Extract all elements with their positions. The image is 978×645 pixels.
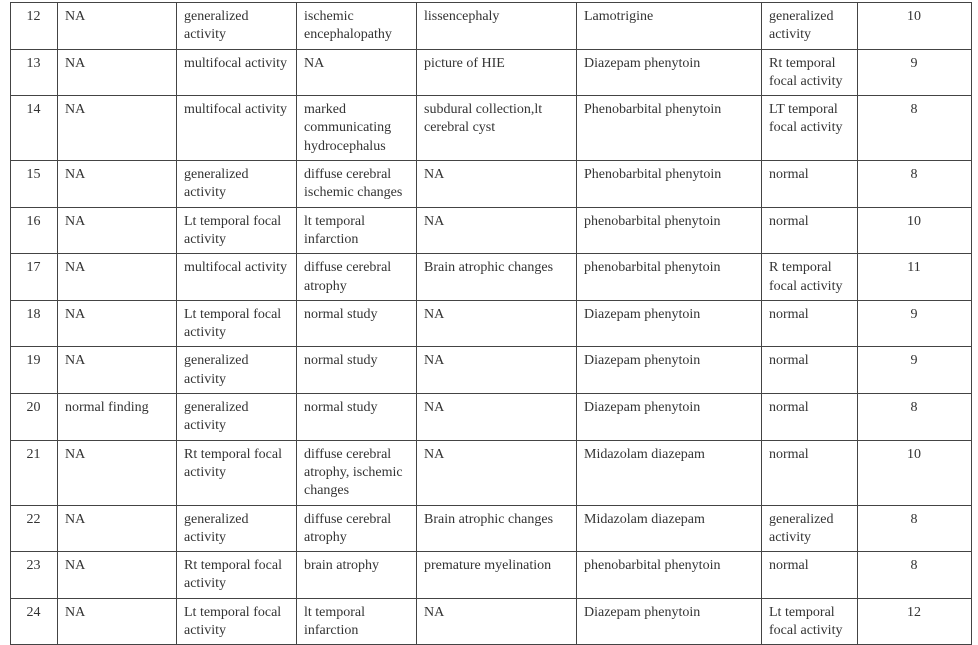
ct-cell: lt temporal infarction — [297, 598, 417, 645]
followup-eeg-cell: normal — [762, 300, 858, 347]
finding-cell: NA — [58, 3, 177, 50]
treatment-cell: Diazepam phenytoin — [577, 300, 762, 347]
patient-number-cell: 15 — [11, 161, 58, 208]
treatment-cell: Midazolam diazepam — [577, 440, 762, 505]
score-cell: 10 — [858, 3, 972, 50]
table-row — [11, 161, 972, 208]
ct-cell: NA — [297, 49, 417, 96]
patient-number-cell: 24 — [11, 598, 58, 645]
score-cell: 12 — [858, 598, 972, 645]
ct-cell: marked communicating hydrocephalus — [297, 96, 417, 161]
followup-eeg-cell: normal — [762, 552, 858, 599]
score-cell: 8 — [858, 552, 972, 599]
mri-cell: subdural collection,lt cerebral cyst — [417, 96, 577, 161]
ct-cell: lt temporal infarction — [297, 207, 417, 254]
eeg-cell: multifocal activity — [177, 254, 297, 301]
mri-cell: lissencephaly — [417, 3, 577, 50]
mri-cell: NA — [417, 161, 577, 208]
eeg-cell: Lt temporal focal activity — [177, 598, 297, 645]
followup-eeg-cell: Rt temporal focal activity — [762, 49, 858, 96]
finding-cell: NA — [58, 598, 177, 645]
score-cell: 8 — [858, 161, 972, 208]
finding-cell: NA — [58, 552, 177, 599]
treatment-cell: Phenobarbital phenytoin — [577, 161, 762, 208]
table-row — [11, 598, 972, 645]
eeg-cell: multifocal activity — [177, 96, 297, 161]
finding-cell: NA — [58, 96, 177, 161]
treatment-cell: Diazepam phenytoin — [577, 598, 762, 645]
patient-number-cell: 21 — [11, 440, 58, 505]
table-row — [11, 207, 972, 254]
score-cell: 10 — [858, 440, 972, 505]
ct-cell: diffuse cerebral atrophy — [297, 505, 417, 552]
table-row — [11, 300, 972, 347]
score-cell: 11 — [858, 254, 972, 301]
ct-cell: normal study — [297, 347, 417, 394]
finding-cell: NA — [58, 207, 177, 254]
treatment-cell: phenobarbital phenytoin — [577, 254, 762, 301]
finding-cell: NA — [58, 347, 177, 394]
eeg-cell: generalized activity — [177, 505, 297, 552]
score-cell: 9 — [858, 49, 972, 96]
treatment-cell: phenobarbital phenytoin — [577, 552, 762, 599]
finding-cell: NA — [58, 505, 177, 552]
table-row — [11, 440, 972, 505]
treatment-cell: Diazepam phenytoin — [577, 49, 762, 96]
followup-eeg-cell: LT temporal focal activity — [762, 96, 858, 161]
eeg-cell: generalized activity — [177, 394, 297, 441]
eeg-cell: generalized activity — [177, 161, 297, 208]
eeg-cell: multifocal activity — [177, 49, 297, 96]
score-cell: 9 — [858, 347, 972, 394]
ct-cell: diffuse cerebral ischemic changes — [297, 161, 417, 208]
ct-cell: brain atrophy — [297, 552, 417, 599]
ct-cell: ischemic encephalopathy — [297, 3, 417, 50]
treatment-cell: Phenobarbital phenytoin — [577, 96, 762, 161]
mri-cell: NA — [417, 347, 577, 394]
treatment-cell: Midazolam diazepam — [577, 505, 762, 552]
finding-cell: NA — [58, 300, 177, 347]
finding-cell: NA — [58, 161, 177, 208]
followup-eeg-cell: generalized activity — [762, 3, 858, 50]
table-body — [11, 3, 972, 645]
data-table — [10, 2, 972, 645]
mri-cell: NA — [417, 440, 577, 505]
score-cell: 9 — [858, 300, 972, 347]
finding-cell: NA — [58, 254, 177, 301]
ct-cell: normal study — [297, 300, 417, 347]
eeg-cell: generalized activity — [177, 3, 297, 50]
mri-cell: NA — [417, 207, 577, 254]
mri-cell: premature myelination — [417, 552, 577, 599]
ct-cell: diffuse cerebral atrophy — [297, 254, 417, 301]
followup-eeg-cell: normal — [762, 207, 858, 254]
treatment-cell: Diazepam phenytoin — [577, 394, 762, 441]
patient-number-cell: 18 — [11, 300, 58, 347]
eeg-cell: Rt temporal focal activity — [177, 440, 297, 505]
ct-cell: diffuse cerebral atrophy, ischemic changes — [297, 440, 417, 505]
followup-eeg-cell: normal — [762, 161, 858, 208]
mri-cell: Brain atrophic changes — [417, 254, 577, 301]
table-row — [11, 394, 972, 441]
score-cell: 8 — [858, 505, 972, 552]
table-row — [11, 3, 972, 50]
mri-cell: NA — [417, 598, 577, 645]
table-row — [11, 552, 972, 599]
finding-cell: NA — [58, 49, 177, 96]
table-row — [11, 254, 972, 301]
treatment-cell: phenobarbital phenytoin — [577, 207, 762, 254]
table-row — [11, 505, 972, 552]
mri-cell: Brain atrophic changes — [417, 505, 577, 552]
followup-eeg-cell: R temporal focal activity — [762, 254, 858, 301]
patient-number-cell: 14 — [11, 96, 58, 161]
patient-number-cell: 13 — [11, 49, 58, 96]
followup-eeg-cell: normal — [762, 440, 858, 505]
patient-number-cell: 16 — [11, 207, 58, 254]
treatment-cell: Lamotrigine — [577, 3, 762, 50]
mri-cell: picture of HIE — [417, 49, 577, 96]
eeg-cell: Lt temporal focal activity — [177, 207, 297, 254]
finding-cell: NA — [58, 440, 177, 505]
eeg-cell: Lt temporal focal activity — [177, 300, 297, 347]
mri-cell: NA — [417, 394, 577, 441]
table-row — [11, 96, 972, 161]
eeg-cell: generalized activity — [177, 347, 297, 394]
eeg-cell: Rt temporal focal activity — [177, 552, 297, 599]
followup-eeg-cell: normal — [762, 347, 858, 394]
patient-number-cell: 19 — [11, 347, 58, 394]
followup-eeg-cell: Lt temporal focal activity — [762, 598, 858, 645]
mri-cell: NA — [417, 300, 577, 347]
score-cell: 10 — [858, 207, 972, 254]
patient-number-cell: 23 — [11, 552, 58, 599]
table-row — [11, 347, 972, 394]
score-cell: 8 — [858, 394, 972, 441]
patient-number-cell: 12 — [11, 3, 58, 50]
treatment-cell: Diazepam phenytoin — [577, 347, 762, 394]
followup-eeg-cell: normal — [762, 394, 858, 441]
patient-number-cell: 20 — [11, 394, 58, 441]
followup-eeg-cell: generalized activity — [762, 505, 858, 552]
patient-number-cell: 22 — [11, 505, 58, 552]
table-row — [11, 49, 972, 96]
finding-cell: normal finding — [58, 394, 177, 441]
patient-number-cell: 17 — [11, 254, 58, 301]
ct-cell: normal study — [297, 394, 417, 441]
score-cell: 8 — [858, 96, 972, 161]
